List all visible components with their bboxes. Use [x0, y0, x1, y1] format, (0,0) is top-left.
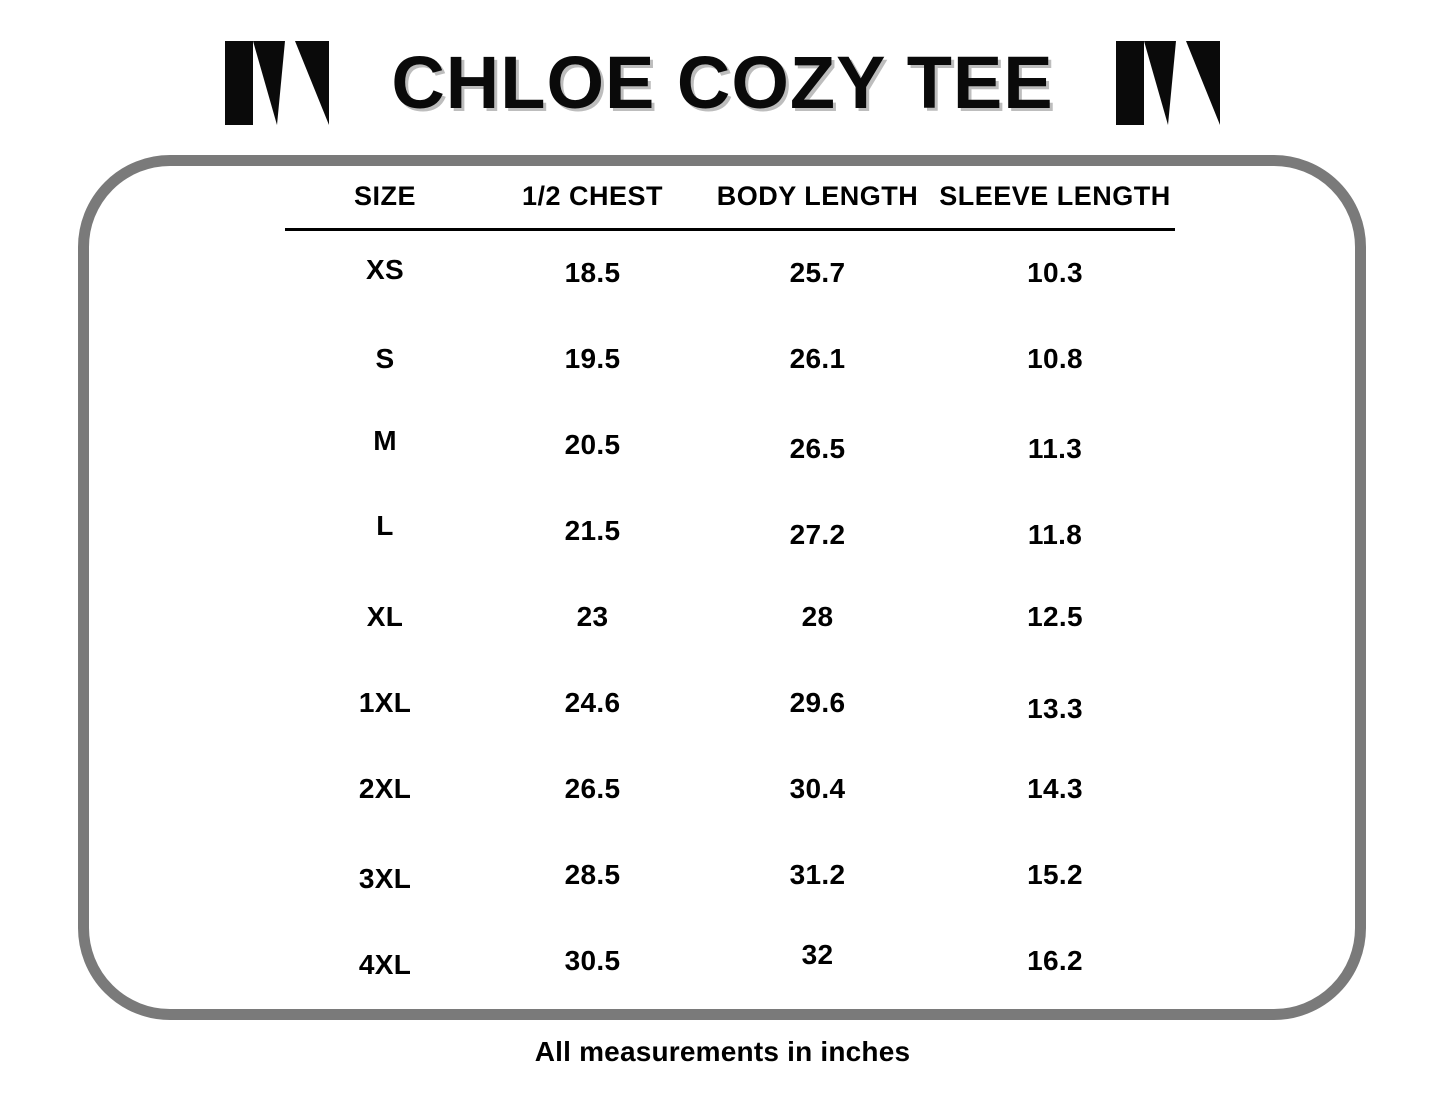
brand-chevron-logo-right [1114, 39, 1222, 127]
cell-size: 3XL [358, 863, 412, 895]
cell-sleeve-length: 10.3 [1027, 257, 1083, 289]
size-table [285, 180, 1175, 1005]
cell-size: 4XL [358, 949, 412, 981]
size-table-container [285, 180, 1175, 1005]
table-row [285, 661, 1175, 747]
cell-sleeve-length: 15.2 [1027, 859, 1083, 891]
cell-half-chest: 18.5 [564, 257, 621, 289]
page-header [0, 28, 1445, 138]
measurement-note: All measurements in inches [534, 1036, 911, 1067]
table-header-row [285, 180, 1175, 229]
cell-sleeve-length: 16.2 [1027, 945, 1083, 977]
cell-body-length: 29.6 [789, 687, 846, 719]
cell-sleeve-length: 13.3 [1027, 693, 1083, 725]
cell-half-chest: 24.6 [564, 687, 621, 719]
cell-half-chest: 21.5 [564, 515, 621, 547]
cell-size: XS [366, 254, 404, 286]
cell-sleeve-length: 11.3 [1027, 433, 1083, 465]
cell-body-length: 26.5 [789, 433, 846, 465]
cell-size: M [373, 425, 397, 457]
table-row [285, 747, 1175, 833]
table-row [285, 919, 1175, 1005]
cell-half-chest: 26.5 [564, 773, 621, 805]
table-row [285, 229, 1175, 317]
cell-half-chest: 23 [576, 601, 609, 633]
table-header [285, 180, 1175, 229]
column-header-size: SIZE [285, 180, 485, 229]
table-row [285, 489, 1175, 575]
cell-half-chest: 19.5 [564, 343, 621, 375]
cell-body-length: 26.1 [789, 343, 846, 375]
cell-body-length: 27.2 [789, 519, 846, 551]
brand-chevron-logo-left [223, 39, 331, 127]
cell-body-length: 25.7 [789, 257, 846, 289]
cell-size: 2XL [358, 773, 412, 805]
cell-body-length: 28 [801, 601, 834, 633]
cell-size: S [375, 343, 395, 375]
cell-body-length: 32 [801, 939, 834, 971]
cell-body-length: 31.2 [789, 859, 846, 891]
cell-body-length: 30.4 [789, 773, 846, 805]
page-title: CHLOE COZY TEE [391, 41, 1054, 124]
cell-half-chest: 20.5 [564, 429, 621, 461]
cell-half-chest: 28.5 [564, 859, 621, 891]
table-row [285, 317, 1175, 403]
table-row [285, 575, 1175, 661]
table-body [285, 229, 1175, 1005]
cell-sleeve-length: 14.3 [1027, 773, 1083, 805]
cell-sleeve-length: 12.5 [1027, 601, 1083, 633]
cell-sleeve-length: 11.8 [1027, 519, 1083, 551]
cell-size: XL [366, 601, 404, 633]
table-row [285, 833, 1175, 919]
column-header-sleeve-length: SLEEVE LENGTH [935, 180, 1175, 229]
cell-half-chest: 30.5 [564, 945, 621, 977]
column-header-body-length: BODY LENGTH [700, 180, 935, 229]
cell-sleeve-length: 10.8 [1027, 343, 1083, 375]
table-row [285, 403, 1175, 489]
cell-size: L [376, 510, 394, 542]
cell-size: 1XL [358, 687, 412, 719]
column-header-half-chest: 1/2 CHEST [485, 180, 700, 229]
